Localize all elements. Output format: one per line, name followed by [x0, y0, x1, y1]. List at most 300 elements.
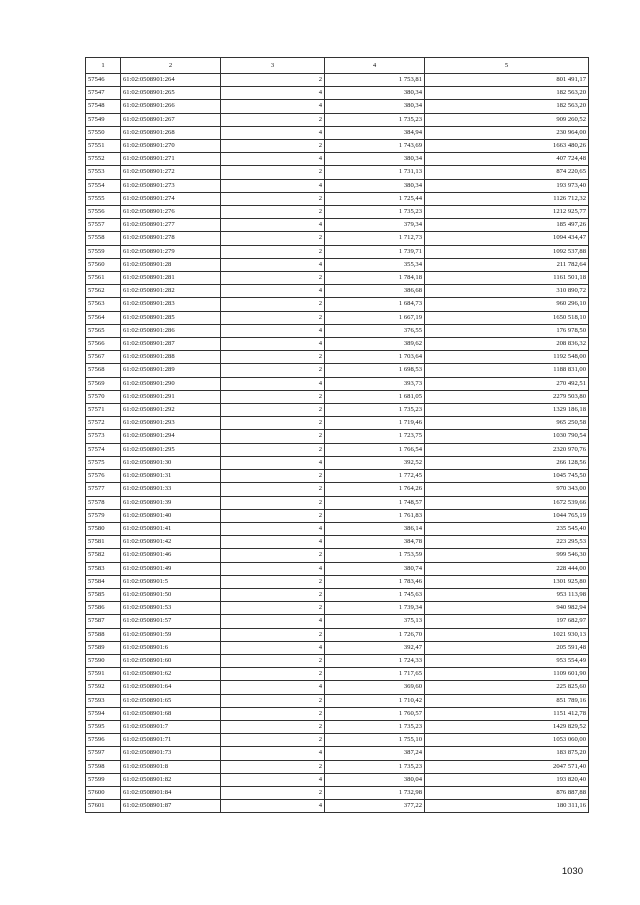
table-row [86, 522, 589, 535]
table-cell: 182 563,20 [425, 87, 589, 100]
table-row [86, 206, 589, 219]
table-cell: 1301 925,80 [425, 575, 589, 588]
table-cell: 61:02:0508901:57 [121, 615, 221, 628]
table-cell: 61:02:0508901:6 [121, 641, 221, 654]
table-cell: 57573 [86, 430, 121, 443]
table-cell: 61:02:0508901:274 [121, 192, 221, 205]
table-cell: 61:02:0508901:73 [121, 747, 221, 760]
table-row [86, 602, 589, 615]
table-row [86, 272, 589, 285]
table-cell: 61:02:0508901:40 [121, 509, 221, 522]
table-cell: 57595 [86, 720, 121, 733]
table-cell: 61:02:0508901:293 [121, 417, 221, 430]
table-cell: 61:02:0508901:270 [121, 140, 221, 153]
table-cell: 2 [221, 364, 325, 377]
table-cell: 4 [221, 641, 325, 654]
table-cell: 61:02:0508901:294 [121, 430, 221, 443]
table-cell: 1 755,10 [325, 734, 425, 747]
table-cell: 57546 [86, 74, 121, 87]
table-cell: 2 [221, 417, 325, 430]
table-cell: 57588 [86, 628, 121, 641]
table-cell: 61:02:0508901:53 [121, 602, 221, 615]
table-cell: 57571 [86, 404, 121, 417]
table-cell: 57596 [86, 734, 121, 747]
header-cell: 5 [425, 58, 589, 74]
table-cell: 230 964,00 [425, 126, 589, 139]
table-cell: 2 [221, 166, 325, 179]
table-cell: 1 725,44 [325, 192, 425, 205]
table-cell: 2 [221, 192, 325, 205]
table-cell: 4 [221, 562, 325, 575]
table-cell: 393,73 [325, 377, 425, 390]
table-cell: 2 [221, 734, 325, 747]
table-cell: 57598 [86, 760, 121, 773]
table-cell: 2 [221, 549, 325, 562]
table-cell: 61:02:0508901:283 [121, 298, 221, 311]
table-cell: 176 978,50 [425, 324, 589, 337]
table-cell: 57574 [86, 443, 121, 456]
table-cell: 1 667,19 [325, 311, 425, 324]
table-cell: 61:02:0508901:39 [121, 496, 221, 509]
table-cell: 211 782,64 [425, 258, 589, 271]
table-cell: 57594 [86, 707, 121, 720]
table-cell: 2 [221, 272, 325, 285]
table-cell: 377,22 [325, 800, 425, 813]
table-row [86, 470, 589, 483]
table-cell: 2279 503,80 [425, 390, 589, 403]
table-cell: 193 820,40 [425, 773, 589, 786]
table-cell: 4 [221, 153, 325, 166]
table-cell: 57558 [86, 232, 121, 245]
table-cell: 2 [221, 694, 325, 707]
table-cell: 1094 434,47 [425, 232, 589, 245]
table-row [86, 166, 589, 179]
table-row [86, 351, 589, 364]
table-cell: 61:02:0508901:264 [121, 74, 221, 87]
table-cell: 380,74 [325, 562, 425, 575]
table-cell: 4 [221, 747, 325, 760]
table-row [86, 456, 589, 469]
table-cell: 1212 925,77 [425, 206, 589, 219]
table-cell: 876 887,88 [425, 786, 589, 799]
table-row [86, 747, 589, 760]
table-cell: 407 724,48 [425, 153, 589, 166]
table-cell: 1 698,53 [325, 364, 425, 377]
table-cell: 1192 548,00 [425, 351, 589, 364]
table-cell: 61:02:0508901:59 [121, 628, 221, 641]
table-row [86, 549, 589, 562]
table-cell: 2 [221, 298, 325, 311]
table-cell: 851 789,16 [425, 694, 589, 707]
table-cell: 182 563,20 [425, 100, 589, 113]
table-cell: 2 [221, 470, 325, 483]
table-cell: 57570 [86, 390, 121, 403]
table-row [86, 87, 589, 100]
table-cell: 4 [221, 324, 325, 337]
table-cell: 1044 765,19 [425, 509, 589, 522]
table-cell: 4 [221, 536, 325, 549]
table-cell: 1092 537,88 [425, 245, 589, 258]
table-cell: 57583 [86, 562, 121, 575]
table-cell: 57555 [86, 192, 121, 205]
table-cell: 57559 [86, 245, 121, 258]
table-cell: 57557 [86, 219, 121, 232]
table-row [86, 417, 589, 430]
table-row [86, 681, 589, 694]
table-cell: 384,78 [325, 536, 425, 549]
table-cell: 380,34 [325, 100, 425, 113]
table-row [86, 192, 589, 205]
table-cell: 183 875,20 [425, 747, 589, 760]
table-cell: 57563 [86, 298, 121, 311]
table-row [86, 615, 589, 628]
table-row [86, 298, 589, 311]
table-cell: 61:02:0508901:272 [121, 166, 221, 179]
table-cell: 57566 [86, 338, 121, 351]
table-cell: 61:02:0508901:65 [121, 694, 221, 707]
table-cell: 57551 [86, 140, 121, 153]
table-cell: 384,94 [325, 126, 425, 139]
table-cell: 57553 [86, 166, 121, 179]
table-cell: 61:02:0508901:268 [121, 126, 221, 139]
table-row [86, 734, 589, 747]
table-cell: 1045 745,50 [425, 470, 589, 483]
table-cell: 61:02:0508901:282 [121, 285, 221, 298]
header-cell: 4 [325, 58, 425, 74]
table-cell: 61:02:0508901:33 [121, 483, 221, 496]
table-cell: 61:02:0508901:288 [121, 351, 221, 364]
table-cell: 2 [221, 311, 325, 324]
table-cell: 1 703,64 [325, 351, 425, 364]
table-cell: 270 492,51 [425, 377, 589, 390]
table-cell: 2 [221, 654, 325, 667]
table-row [86, 628, 589, 641]
table-cell: 2 [221, 74, 325, 87]
table-cell: 1 735,23 [325, 404, 425, 417]
table-cell: 61:02:0508901:279 [121, 245, 221, 258]
table-cell: 1 732,98 [325, 786, 425, 799]
table-cell: 1126 712,32 [425, 192, 589, 205]
table-cell: 57562 [86, 285, 121, 298]
table-cell: 1 739,71 [325, 245, 425, 258]
table-cell: 61:02:0508901:68 [121, 707, 221, 720]
table-cell: 61:02:0508901:28 [121, 258, 221, 271]
table-cell: 61:02:0508901:277 [121, 219, 221, 232]
table-cell: 386,14 [325, 522, 425, 535]
table-cell: 61:02:0508901:41 [121, 522, 221, 535]
table-cell: 57547 [86, 87, 121, 100]
table-row [86, 575, 589, 588]
table-row [86, 720, 589, 733]
table-cell: 2 [221, 351, 325, 364]
table-cell: 57565 [86, 324, 121, 337]
table-cell: 801 491,17 [425, 74, 589, 87]
table-cell: 61:02:0508901:50 [121, 588, 221, 601]
table-cell: 57593 [86, 694, 121, 707]
table-cell: 310 890,72 [425, 285, 589, 298]
table-cell: 180 311,16 [425, 800, 589, 813]
table-cell: 2 [221, 430, 325, 443]
table-cell: 2 [221, 206, 325, 219]
table-cell: 1650 518,10 [425, 311, 589, 324]
table-row [86, 100, 589, 113]
table-cell: 57589 [86, 641, 121, 654]
table-cell: 61:02:0508901:273 [121, 179, 221, 192]
table-cell: 193 973,40 [425, 179, 589, 192]
table-cell: 940 982,94 [425, 602, 589, 615]
table-cell: 1 735,23 [325, 720, 425, 733]
table-cell: 1 743,69 [325, 140, 425, 153]
table-cell: 57575 [86, 456, 121, 469]
table-cell: 1429 829,52 [425, 720, 589, 733]
table-cell: 61:02:0508901:278 [121, 232, 221, 245]
table-cell: 57572 [86, 417, 121, 430]
table-cell: 57586 [86, 602, 121, 615]
table-cell: 61:02:0508901:62 [121, 668, 221, 681]
table-body [86, 58, 589, 813]
table-row [86, 74, 589, 87]
table-cell: 57592 [86, 681, 121, 694]
table-row [86, 311, 589, 324]
table-cell: 2 [221, 575, 325, 588]
table-cell: 387,24 [325, 747, 425, 760]
table-cell: 2 [221, 443, 325, 456]
table-row [86, 179, 589, 192]
table-cell: 1 784,18 [325, 272, 425, 285]
table-cell: 386,68 [325, 285, 425, 298]
table-cell: 223 295,53 [425, 536, 589, 549]
page-number: 1030 [561, 866, 583, 877]
table-row [86, 377, 589, 390]
table-row [86, 707, 589, 720]
table-cell: 4 [221, 100, 325, 113]
table-cell: 4 [221, 285, 325, 298]
table-cell: 874 220,65 [425, 166, 589, 179]
table-cell: 57584 [86, 575, 121, 588]
table-cell: 2 [221, 113, 325, 126]
table-cell: 953 554,49 [425, 654, 589, 667]
table-row [86, 338, 589, 351]
table-cell: 1053 060,00 [425, 734, 589, 747]
table-cell: 225 825,60 [425, 681, 589, 694]
table-row [86, 786, 589, 799]
table-cell: 1 724,33 [325, 654, 425, 667]
table-cell: 1 739,34 [325, 602, 425, 615]
table-row [86, 773, 589, 786]
table-row [86, 562, 589, 575]
table-cell: 2 [221, 628, 325, 641]
table-cell: 2 [221, 760, 325, 773]
table-cell: 61:02:0508901:281 [121, 272, 221, 285]
table-cell: 61:02:0508901:71 [121, 734, 221, 747]
table-cell: 185 497,26 [425, 219, 589, 232]
header-cell: 1 [86, 58, 121, 74]
table-cell: 376,55 [325, 324, 425, 337]
table-row [86, 390, 589, 403]
table-row [86, 641, 589, 654]
table-cell: 61:02:0508901:84 [121, 786, 221, 799]
table-cell: 1 712,73 [325, 232, 425, 245]
table-cell: 57576 [86, 470, 121, 483]
table-row [86, 694, 589, 707]
table-cell: 57579 [86, 509, 121, 522]
table-cell: 355,34 [325, 258, 425, 271]
table-cell: 57550 [86, 126, 121, 139]
table-cell: 1 735,23 [325, 206, 425, 219]
table-cell: 2 [221, 496, 325, 509]
table-cell: 2 [221, 588, 325, 601]
table-cell: 4 [221, 338, 325, 351]
table-cell: 57561 [86, 272, 121, 285]
table-cell: 1 783,46 [325, 575, 425, 588]
table-cell: 4 [221, 800, 325, 813]
table-row [86, 364, 589, 377]
table-row [86, 443, 589, 456]
table-cell: 61:02:0508901:42 [121, 536, 221, 549]
table-cell: 61:02:0508901:265 [121, 87, 221, 100]
table-cell: 61:02:0508901:64 [121, 681, 221, 694]
table-row [86, 285, 589, 298]
table-cell: 380,34 [325, 179, 425, 192]
table-cell: 228 444,00 [425, 562, 589, 575]
table-cell: 4 [221, 87, 325, 100]
table-cell: 57580 [86, 522, 121, 535]
table-cell: 2 [221, 602, 325, 615]
table-cell: 380,34 [325, 153, 425, 166]
table-row [86, 113, 589, 126]
table-cell: 61:02:0508901:30 [121, 456, 221, 469]
table-cell: 380,34 [325, 87, 425, 100]
table-cell: 57601 [86, 800, 121, 813]
table-row [86, 496, 589, 509]
table-cell: 2 [221, 668, 325, 681]
table-cell: 57599 [86, 773, 121, 786]
table-cell: 4 [221, 179, 325, 192]
table-cell: 4 [221, 615, 325, 628]
table-cell: 1 748,57 [325, 496, 425, 509]
table-row [86, 126, 589, 139]
table-cell: 2 [221, 232, 325, 245]
table-cell: 953 113,98 [425, 588, 589, 601]
table-cell: 57587 [86, 615, 121, 628]
table-cell: 61:02:0508901:289 [121, 364, 221, 377]
table-cell: 1 710,42 [325, 694, 425, 707]
cadastral-table [85, 57, 589, 813]
table-row [86, 140, 589, 153]
table-cell: 1 745,63 [325, 588, 425, 601]
table-cell: 1 681,05 [325, 390, 425, 403]
table-cell: 61:02:0508901:7 [121, 720, 221, 733]
table-cell: 1188 831,00 [425, 364, 589, 377]
table-cell: 1 761,83 [325, 509, 425, 522]
table-cell: 57582 [86, 549, 121, 562]
table-cell: 61:02:0508901:82 [121, 773, 221, 786]
table-cell: 61:02:0508901:60 [121, 654, 221, 667]
table-cell: 4 [221, 773, 325, 786]
table-cell: 1 731,13 [325, 166, 425, 179]
table-row [86, 760, 589, 773]
table-cell: 57581 [86, 536, 121, 549]
table-cell: 61:02:0508901:267 [121, 113, 221, 126]
table-row [86, 483, 589, 496]
table-cell: 61:02:0508901:266 [121, 100, 221, 113]
table-cell: 57567 [86, 351, 121, 364]
table-cell: 61:02:0508901:8 [121, 760, 221, 773]
table-row [86, 324, 589, 337]
table-cell: 61:02:0508901:31 [121, 470, 221, 483]
table-cell: 57591 [86, 668, 121, 681]
table-cell: 1 726,70 [325, 628, 425, 641]
table-cell: 57569 [86, 377, 121, 390]
table-cell: 1 764,26 [325, 483, 425, 496]
table-cell: 57564 [86, 311, 121, 324]
table-cell: 1329 186,18 [425, 404, 589, 417]
table-cell: 1 766,54 [325, 443, 425, 456]
table-cell: 61:02:0508901:276 [121, 206, 221, 219]
table-cell: 1021 930,13 [425, 628, 589, 641]
table-cell: 4 [221, 219, 325, 232]
table-cell: 57590 [86, 654, 121, 667]
table-cell: 1030 790,54 [425, 430, 589, 443]
table-cell: 4 [221, 258, 325, 271]
table-cell: 1663 480,26 [425, 140, 589, 153]
table-cell: 2 [221, 483, 325, 496]
table-row [86, 588, 589, 601]
table-cell: 369,60 [325, 681, 425, 694]
table-cell: 61:02:0508901:287 [121, 338, 221, 351]
table-cell: 61:02:0508901:271 [121, 153, 221, 166]
table-cell: 1 719,46 [325, 417, 425, 430]
table-cell: 4 [221, 522, 325, 535]
table-row [86, 654, 589, 667]
table-cell: 379,34 [325, 219, 425, 232]
table-cell: 61:02:0508901:5 [121, 575, 221, 588]
table-cell: 1 772,45 [325, 470, 425, 483]
table-cell: 57548 [86, 100, 121, 113]
table-cell: 2 [221, 509, 325, 522]
table-cell: 61:02:0508901:292 [121, 404, 221, 417]
table-cell: 2 [221, 786, 325, 799]
table-cell: 999 546,30 [425, 549, 589, 562]
table-cell: 1 735,23 [325, 760, 425, 773]
table-cell: 57585 [86, 588, 121, 601]
table-cell: 57597 [86, 747, 121, 760]
table-row [86, 668, 589, 681]
table-cell: 1161 501,18 [425, 272, 589, 285]
table-cell: 208 836,32 [425, 338, 589, 351]
table-cell: 61:02:0508901:285 [121, 311, 221, 324]
table-row [86, 153, 589, 166]
table-row [86, 232, 589, 245]
table-row [86, 536, 589, 549]
table-row [86, 258, 589, 271]
table-cell: 1151 412,78 [425, 707, 589, 720]
table-cell: 4 [221, 126, 325, 139]
table-cell: 57560 [86, 258, 121, 271]
table-cell: 392,47 [325, 641, 425, 654]
table-cell: 235 545,40 [425, 522, 589, 535]
table-cell: 2 [221, 390, 325, 403]
table-cell: 1109 601,90 [425, 668, 589, 681]
table-cell: 1 735,23 [325, 113, 425, 126]
table-cell: 1 717,65 [325, 668, 425, 681]
table-cell: 57577 [86, 483, 121, 496]
table-cell: 61:02:0508901:295 [121, 443, 221, 456]
table-cell: 1 684,73 [325, 298, 425, 311]
table-cell: 970 343,00 [425, 483, 589, 496]
header-cell: 3 [221, 58, 325, 74]
table-cell: 57578 [86, 496, 121, 509]
